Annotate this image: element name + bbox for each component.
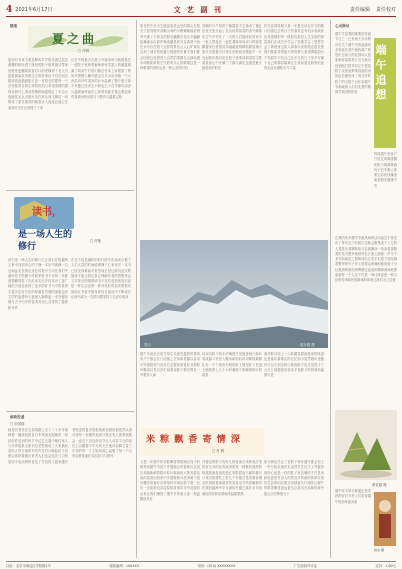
footer-phone: 电话：(010) XXXXXXXX <box>197 564 236 568</box>
feature-body-2: 外婆包的粽子有好几种有纯白米的有红枣的有豆沙的还有咸肉的每一种都有独特的味道我最喜欢的是红枣粽甜而不腻软糯可口每次都要吃上好几个外婆总是笑着说慢点吃别噎着那慈祥的笑容至今仍清晰地印在我的脑海中岁月流转外婆已离开多年但那份浓浓的亲情始终温暖着我 <box>202 460 262 496</box>
issue-date: 2021年6月17日 <box>15 7 53 13</box>
article-body-center-5: 母亲包粽子的手法娴熟只见她将两片粽叶卷成漏斗状放入糯米和馅料再用棉线紧紧扎好一个个棱角分明的粽子便包好了放进大锅里煮上几个小时满屋子都飘着粽叶的清香 <box>202 352 262 378</box>
article-body-center-1: 夏日的午后天空湛蓝如洗远处的群山在阳光下显得格外清晰山间的小路蜿蜒曲折两旁开满了不知名的野花蝴蝶在花丛中翩翩起舞溪水叮咚作响清澈见底可以看到小鱼在水中自在游弋这样的景色让人心旷神怡忘却了城市的喧嚣与烦恼每年夏天我们都会回到这里感受大自然的馈赠在山林间漫步呼吸新鲜的空气聆听鸟儿的歌唱这是一种难得的放松也是一种心灵的回归 <box>140 24 200 71</box>
photo-caption: 雪山 <box>144 343 151 347</box>
photo-credit: 郭东娟 摄 <box>300 343 315 347</box>
article-body-center-2: 傍晚时分夕阳西下晚霞将天空染成了橘红色村庄里升起了袅袅炊烟饭菜的香气飘散在空气中劳作了一天的人们陆续回到家中一家人围坐在一起吃着简单而可口的饭菜聊着家长里短其乐融融夜幕降临繁星满天萤火虫提着小灯笼在田野间穿梭蛙声一片此起彼伏我们坐在院子里乘凉仰望星空数着星星心中充满了宁静与满足这便是夏天最美好的时光 <box>202 24 262 71</box>
zongzi-image <box>335 410 397 480</box>
editor-name: 责任校对 <box>375 7 396 13</box>
feature-body-3: 如今我也学会了包粽子每年端午都会包上一些分给亲朋好友虽然手艺比不上外婆但那份心意是一样的粽子里包裹的不仅是米和馅更是对亲人的思念对传统的传承对美好生活的向往愿这份情谊代代相传让端午的粽香飘得更远更久让我们在品味传统中铭记历史珍惜当下 <box>264 460 324 496</box>
column-tag-right: 心灵驿站 <box>335 24 350 28</box>
byline-summer: □ 许明 <box>78 49 90 53</box>
page-footer <box>6 561 396 569</box>
article-body-right-3: 在我的家乡端午节最热闹的活动莫过于赛龙舟了每年这个时候江边都会聚集成千上万的人观看比赛锣鼓喧天彩旗飘扬一条条装饰精美的龙舟整齐地排列在江面上随着一声令下龙舟如离弦之箭般冲出去桨手们奋力划桨喊着整齐的号子岸上的观众呐喊助威场面十分壮观那种团结拼搏勇往直前的精神深深地感染着每一个人这不仅是一场比赛更是一种文化的传承和民族精神的体现让我们为之自豪 <box>335 236 397 283</box>
article-body-right-4: 端午时节草木繁盛正是采药的好时节老人们常说端午的药草最灵验 <box>335 489 371 504</box>
figure-image <box>374 492 396 546</box>
food-photo-credit: 黄亚娟 摄 <box>372 483 387 487</box>
footer-license: 广告经营许可证 <box>293 564 317 568</box>
article-body-reading-1: 读书是一场人生的修行它让我们在喧嚣的尘世中找到内心的宁静一本好书就像一位良师益友在我们迷茫时指引方向在我们失落时给予慰藉小时候家里书不多每一本都被我翻得卷了边后来走出乡村见识了更广阔的天地也读到了更多的好书书中的世界丰富多彩有历史的厚重有哲理的深邃也有文学的浪漫每当夜深人静捧起一本书便仿佛与古今中外的智者对话心灵得到了滋养和升华 <box>8 258 68 310</box>
article-body-summer-2: 记忆中的夏天总是与外婆家的小院联系在一起院子里种着葡萄和丝瓜架上的藤蔓爬满了阴凉午后我们躺在竹床上听着知了的叫声慢慢入睡外婆会在井水里冰镇一个大西瓜切开时清凉的汁水溢满了整个夏天如今外婆已经老去小院也已不在可那份清凉与温暖始终留在心底每到夏至便会想起那些简单而快乐的日子愿岁月温柔以待 <box>71 58 131 100</box>
article-body-center-4: 端午节前后正是艾草生长最茂盛的时候家家户户都会在门前插上艾草和菖蒲以祈求平安驱除邪气母亲总会提前准备好各种粽叶糯米红枣豆沙忙碌着包粽子我们围在一旁看得入神 <box>140 352 200 378</box>
page-number: 4 <box>6 4 13 15</box>
byline-bottom: □ 申国瑞 <box>10 422 25 426</box>
mountain-image <box>140 240 328 348</box>
footer-address: 社址：北京市海淀区学院路1号 <box>6 564 51 568</box>
bottom-right-photo <box>374 492 396 546</box>
column-tag-bottom: 邮政投递 <box>10 415 25 419</box>
feature-title: 米 粽 飘 香 寄 情 深 <box>146 435 241 445</box>
feature-byline: □ 肖 利 <box>212 449 225 453</box>
article-body-bottom: 邮递员老张在这条线路上走了二十多年他骑着一辆绿色的自行车风雨无阻地把一封封信件送到村民手中过去交通不便村里人与外界联系全靠书信老张就成了大家最盼望的人每当他的车铃声在村口响起孩子们便会欢呼着跑出来老人们也会站在门口张望如今电话网络普及了写信的人越来越少老张送的更多是报纸和包裹但他依然认真对待每一份邮件他说只要还有人需要他就会一直走下去这份坚守让人动容平凡的岗位上闪耀着不平凡的光芒他用双脚丈量了乡村的每一寸土地用真心温暖了每一户人家这就是最朴实的担当与情怀 <box>8 428 132 464</box>
article-body-center-6: 剥开粽叶咬上一口软糯香甜那是家的味道也是童年最难忘的记忆如今虽然超市里随时可以买到各种口味的粽子但总觉得少了点什么那便是母亲亲手包粽子时的那份温情与爱 <box>264 352 324 378</box>
section-title: 文 艺 副 刊 <box>173 4 223 14</box>
article-title-summer: 夏之曲 <box>52 32 98 46</box>
bottom-photo-credit: 楼东 摄 <box>374 548 384 552</box>
article-body-right-2: 每逢端午家家户户挂艾草佩香囊吃粽子喝雄黄酒孩子们手腕上系着五彩丝线寓意驱邪避灾健康平安 <box>374 152 397 188</box>
column-tag: 随笔 <box>10 24 18 28</box>
article-subtitle-reading: 读书， <box>32 207 62 218</box>
byline-reading: □ 许艳 <box>90 239 102 243</box>
snow-mountain-photo <box>140 240 328 348</box>
footer-price: 定价：1.00元 <box>375 564 396 568</box>
article-body-reading-2: 在这个信息爆炸的时代碎片化阅读占据了人们大量的时间能够静下心来读完一本书已经变得难能可贵然而正是这种沉浸式的阅读才能让我们真正理解作者的思想体会文字背后的情感读书不仅仅是获取知识更是一种生活态度一种对美好的追求愿我们都能在书香中修身养性在阅读中不断成长让读书成为一生的习惯坚持下去必有收获 <box>71 258 131 300</box>
article-body-center-3: 时光荏苒转眼又是一年夏至站在岁月的路口回望过去的日子有欢笑也有泪水有收获也有遗憾但每一段经历都是人生宝贵的财富我们在成长中学会了坚强学会了感恩学会了珍惜身边的人和事未来的路还很长愿我们都能带着夏天的热情与希望勇敢前行不负韶华不负自己在平凡的日子里书写属于自己的精彩篇章让生命如夏花般绚烂绽放永远充满阳光与力量 <box>264 24 324 71</box>
zongzi-photo <box>335 410 397 480</box>
feature-body-1: 又是一年端午时米粽飘香寄情深记得小时候每到端午节前夕外婆便会带着我们去河边采摘新鲜的粽叶粽叶翠绿宽大散发着淡淡的清香回到家中外婆将粽叶洗净晾干泡好糯米准备好各种馅料开始包粽子她一边包一边给我们讲屈原的故事讲龙舟竞渡的由来让我们懂得了端午节的意义那一刻温馨而美好 <box>140 460 200 502</box>
page-header <box>6 3 396 17</box>
article-title-reading: 是一场人生的修行 <box>18 230 73 252</box>
footer-postcode: 邮政编码：100XXX <box>109 564 140 568</box>
article-body-right-1: 端午节是我国重要的传统节日之一已有两千多年的历史关于端午节的起源有多种说法其中流传最广的是纪念伟大的爱国诗人屈原相传屈原投江后当地百姓划船打捞并向江中投放粽子以免鱼虾啃食他的身体此后便形成了赛龙舟吃粽子的习俗千百年来端午节承载着人们对先贤的敬仰对家国的热爱 <box>335 32 371 95</box>
right-banner-title: 端 午 追 想 <box>374 44 387 100</box>
editor-label: 责任编辑 <box>349 7 370 13</box>
article-body-summer-1: 夏至时节草木葱茏蝉鸣声声阳光透过层层叠叠的树叶洒下斑驳的影子微风拂过带来田野里麦穗的清香村口的老槐树下老人们摇着蒲扇讲述着过去的故事孩子们在河边嬉戏追逐蜻蜓夏天是一首悠长的歌每一个音符都饱含着生命的热烈与希望清晨的露珠在荷叶上滚动傍晚的晚霞映红了半边天夜晚星光点点萤火虫在草丛间飞舞这一切构成了夏日最美的画卷让人流连忘返心生欢喜时光在这里慢了下来 <box>8 58 68 110</box>
